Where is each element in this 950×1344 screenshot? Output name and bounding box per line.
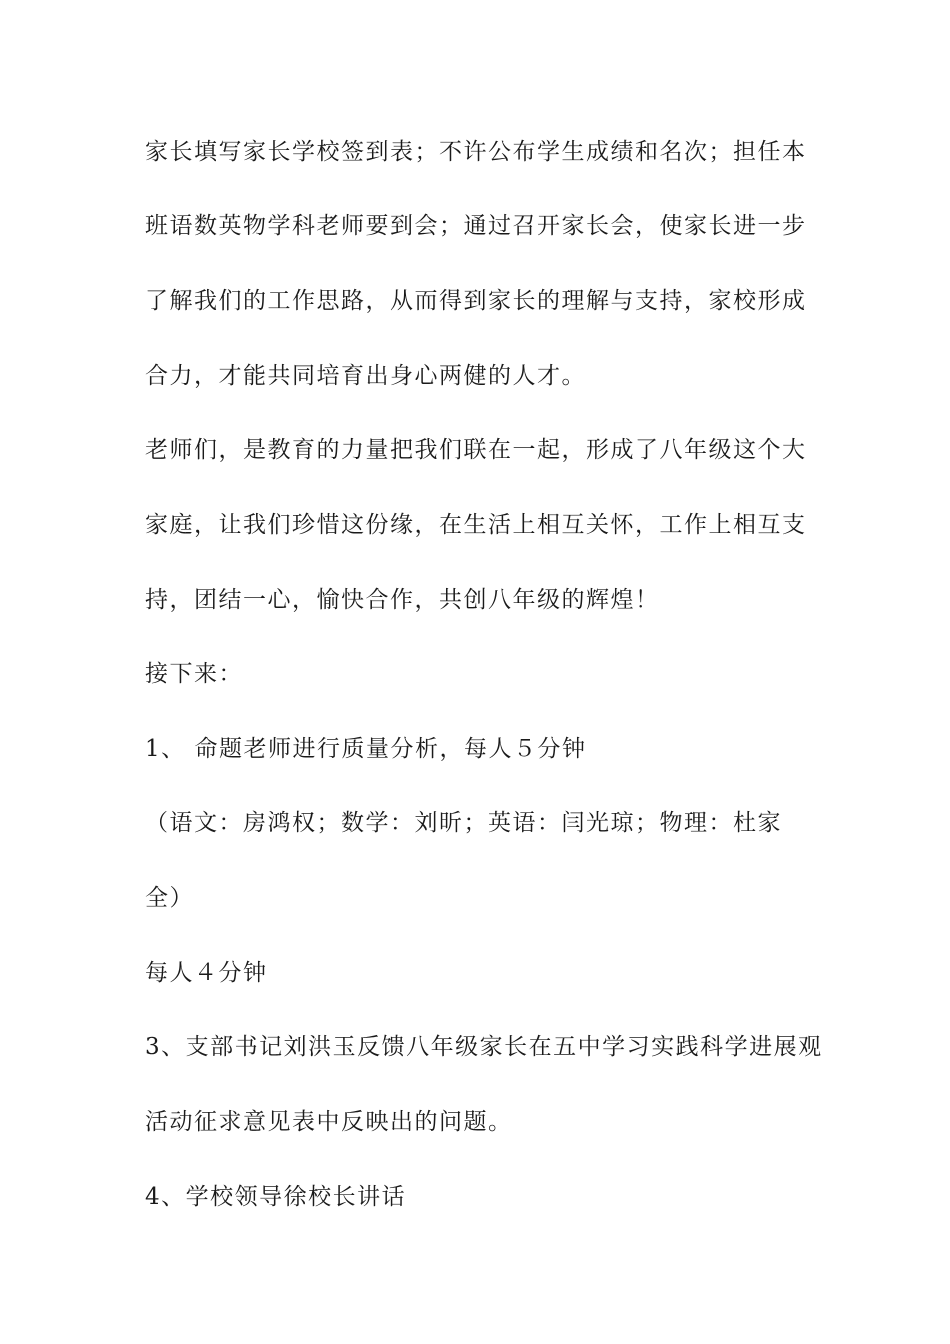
paragraph-line: 家庭，让我们珍惜这份缘，在生活上相互关怀，工作上相互支 xyxy=(145,512,807,538)
agenda-item-3-continued: 活动征求意见表中反映出的问题。 xyxy=(145,1109,513,1135)
paragraph-line: 家长填写家长学校签到表；不许公布学生成绩和名次；担任本 xyxy=(145,139,807,165)
agenda-item-4: 4、学校领导徐校长讲话 xyxy=(145,1184,407,1210)
paragraph-line: 合力，才能共同培育出身心两健的人才。 xyxy=(145,363,586,389)
teacher-list-line: （语文：房鸿权；数学：刘昕；英语：闫光琼；物理：杜家 xyxy=(145,810,782,836)
agenda-item-3: 3、支部书记刘洪玉反馈八年级家长在五中学习实践科学进展观 xyxy=(145,1034,823,1060)
paragraph-line: 老师们，是教育的力量把我们联在一起，形成了八年级这个大 xyxy=(145,437,807,463)
agenda-heading: 接下来： xyxy=(145,661,243,687)
teacher-list-line: 全） xyxy=(145,885,194,911)
agenda-item-1: 1、 命题老师进行质量分析，每人５分钟 xyxy=(145,736,587,762)
time-note: 每人４分钟 xyxy=(145,960,268,986)
paragraph-line: 班语数英物学科老师要到会；通过召开家长会，使家长进一步 xyxy=(145,213,807,239)
paragraph-line: 了解我们的工作思路，从而得到家长的理解与支持，家校形成 xyxy=(145,288,807,314)
paragraph-line: 持，团结一心，愉快合作，共创八年级的辉煌！ xyxy=(145,587,660,613)
